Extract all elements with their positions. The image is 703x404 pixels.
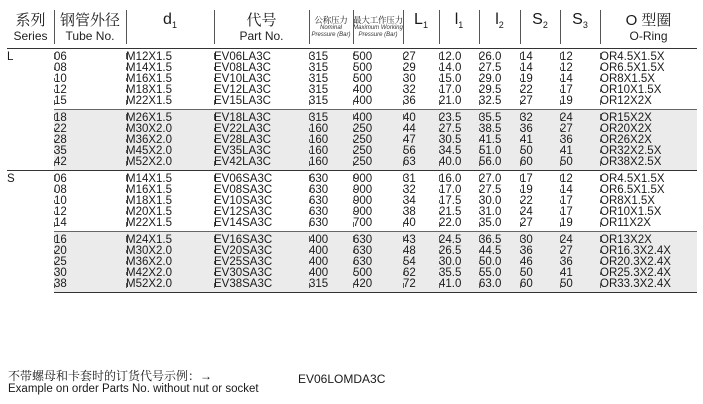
cell-S3: 12 (560, 171, 600, 186)
cell-S3: 36 (560, 257, 600, 268)
cell-l2: 36.5 (479, 232, 520, 247)
cell-tube-size: 06 (54, 49, 126, 64)
cell-max-pressure: 900 (353, 196, 403, 207)
cell-L1: 32 (403, 85, 439, 96)
cell-max-pressure: 500 (353, 63, 403, 74)
cell-part-no: EV28LA3C (214, 135, 309, 146)
header-l2: $l_2$ (479, 6, 520, 49)
cell-o-ring: OR12X2X (600, 96, 697, 110)
cell-L1: 72 (403, 279, 439, 293)
cell-l2: 35.5 (479, 110, 520, 125)
cell-thread-d1: M30X2.0 (126, 124, 214, 135)
cell-max-pressure: 400 (353, 96, 403, 110)
cell-l2: 41.5 (479, 135, 520, 146)
cell-S3: 17 (560, 196, 600, 207)
cell-o-ring: OR4.5X1.5X (600, 171, 697, 186)
cell-l1: 17.5 (439, 196, 479, 207)
table-row (7, 85, 697, 96)
cell-part-no: EV18LA3C (214, 110, 309, 125)
cell-S2: 30 (520, 232, 560, 247)
cell-thread-d1: M36X2.0 (126, 257, 214, 268)
cell-l1: 23.5 (439, 110, 479, 125)
cell-l2: 30.0 (479, 196, 520, 207)
cell-S2: 46 (520, 257, 560, 268)
cell-l1: 16.0 (439, 171, 479, 186)
header-series: 系列 Series (7, 6, 54, 49)
cell-L1: 40 (403, 110, 439, 125)
cell-S3: 17 (560, 207, 600, 218)
cell-part-no: EV30SA3C (214, 268, 309, 279)
cell-l2: 29.5 (479, 85, 520, 96)
cell-o-ring: OR25.3X2.4X (600, 268, 697, 279)
cell-thread-d1: M45X2.0 (126, 146, 214, 157)
cell-l1: 22.0 (439, 218, 479, 232)
header-oring: O 型圈 O-Ring (600, 6, 697, 49)
cell-l1: 12.0 (439, 49, 479, 64)
cell-S3: 12 (560, 63, 600, 74)
cell-L1: 63 (403, 157, 439, 171)
cell-L1: 47 (403, 135, 439, 146)
cell-l1: 27.5 (439, 124, 479, 135)
cell-o-ring: OR13X2X (600, 232, 697, 247)
cell-l1: 17.0 (439, 85, 479, 96)
table-row (7, 49, 697, 64)
cell-S2: 50 (520, 146, 560, 157)
cell-l1: 14.0 (439, 63, 479, 74)
cell-l1: 17.0 (439, 185, 479, 196)
cell-tube-size: 25 (54, 257, 126, 268)
header-S3: $S_3$ (560, 6, 600, 49)
table-row (7, 279, 697, 293)
table-row (7, 171, 697, 186)
cell-l1: 15.0 (439, 74, 479, 85)
cell-l1: 21.0 (439, 96, 479, 110)
cell-o-ring: OR6.5X1.5X (600, 63, 697, 74)
cell-max-pressure: 630 (353, 232, 403, 247)
cell-l2: 27.5 (479, 185, 520, 196)
cell-nominal-pressure: 400 (309, 246, 353, 257)
series-label: S (7, 171, 54, 293)
cell-thread-d1: M52X2.0 (126, 279, 214, 293)
header-row (7, 6, 697, 49)
cell-max-pressure: 900 (353, 171, 403, 186)
table-row (7, 74, 697, 85)
cell-part-no: EV08LA3C (214, 63, 309, 74)
cell-thread-d1: M36X2.0 (126, 135, 214, 146)
cell-o-ring: OR8X1.5X (600, 74, 697, 85)
cell-max-pressure: 900 (353, 185, 403, 196)
cell-max-pressure: 250 (353, 124, 403, 135)
cell-thread-d1: M16X1.5 (126, 185, 214, 196)
cell-tube-size: 38 (54, 279, 126, 293)
cell-thread-d1: M22X1.5 (126, 218, 214, 232)
cell-max-pressure: 700 (353, 218, 403, 232)
cell-S3: 27 (560, 124, 600, 135)
cell-part-no: EV12SA3C (214, 207, 309, 218)
cell-S2: 32 (520, 110, 560, 125)
cell-tube-size: 22 (54, 124, 126, 135)
cell-S2: 14 (520, 49, 560, 64)
cell-S3: 24 (560, 232, 600, 247)
cell-tube-size: 28 (54, 135, 126, 146)
cell-thread-d1: M30X2.0 (126, 246, 214, 257)
cell-S3: 50 (560, 157, 600, 171)
cell-part-no: EV35LA3C (214, 146, 309, 157)
cell-l1: 35.5 (439, 268, 479, 279)
header-d1: $d_1$ (126, 6, 214, 49)
header-code: 代号 Part No. (214, 6, 309, 49)
cell-L1: 27 (403, 49, 439, 64)
cell-nominal-pressure: 630 (309, 185, 353, 196)
cell-tube-size: 08 (54, 185, 126, 196)
cell-L1: 43 (403, 232, 439, 247)
cell-max-pressure: 400 (353, 110, 403, 125)
cell-o-ring: OR38X2.5X (600, 157, 697, 171)
cell-tube-size: 30 (54, 268, 126, 279)
cell-tube-size: 16 (54, 232, 126, 247)
cell-part-no: EV15LA3C (214, 96, 309, 110)
cell-nominal-pressure: 630 (309, 171, 353, 186)
cell-tube-size: 14 (54, 218, 126, 232)
header-L1: $L_1$ (403, 6, 439, 49)
cell-nominal-pressure: 315 (309, 85, 353, 96)
cell-o-ring: OR6.5X1.5X (600, 185, 697, 196)
cell-S2: 19 (520, 185, 560, 196)
cell-thread-d1: M20X1.5 (126, 207, 214, 218)
table-row (7, 268, 697, 279)
cell-o-ring: OR20.3X2.4X (600, 257, 697, 268)
table-row (7, 96, 697, 110)
cell-l2: 29.0 (479, 74, 520, 85)
cell-tube-size: 12 (54, 207, 126, 218)
cell-tube-size: 10 (54, 74, 126, 85)
cell-S2: 41 (520, 135, 560, 146)
cell-S2: 27 (520, 218, 560, 232)
table-row (7, 246, 697, 257)
table-row (7, 196, 697, 207)
cell-S3: 17 (560, 85, 600, 96)
cell-S3: 19 (560, 218, 600, 232)
cell-L1: 30 (403, 74, 439, 85)
cell-max-pressure: 500 (353, 74, 403, 85)
cell-l2: 56.0 (479, 157, 520, 171)
cell-max-pressure: 500 (353, 268, 403, 279)
cell-max-pressure: 250 (353, 146, 403, 157)
cell-L1: 40 (403, 218, 439, 232)
cell-tube-size: 10 (54, 196, 126, 207)
cell-l2: 31.0 (479, 207, 520, 218)
cell-part-no: EV12LA3C (214, 85, 309, 96)
cell-S2: 36 (520, 246, 560, 257)
cell-nominal-pressure: 160 (309, 157, 353, 171)
cell-part-no: EV06LA3C (214, 49, 309, 64)
cell-l2: 26.0 (479, 49, 520, 64)
table-row (7, 232, 697, 247)
cell-max-pressure: 900 (353, 207, 403, 218)
cell-nominal-pressure: 160 (309, 135, 353, 146)
cell-nominal-pressure: 630 (309, 207, 353, 218)
cell-o-ring: OR20X2X (600, 124, 697, 135)
cell-tube-size: 20 (54, 246, 126, 257)
cell-tube-size: 12 (54, 85, 126, 96)
cell-l2: 51.0 (479, 146, 520, 157)
cell-l1: 30.5 (439, 135, 479, 146)
cell-o-ring: OR16.3X2.4X (600, 246, 697, 257)
cell-S3: 19 (560, 96, 600, 110)
cell-thread-d1: M18X1.5 (126, 85, 214, 96)
cell-max-pressure: 250 (353, 157, 403, 171)
cell-thread-d1: M42X2.0 (126, 268, 214, 279)
cell-S2: 22 (520, 85, 560, 96)
header-nominal-pressure: 公称压力 Nominal Pressure (Bar) (309, 6, 353, 49)
cell-o-ring: OR26X2X (600, 135, 697, 146)
cell-S2: 14 (520, 63, 560, 74)
cell-o-ring: OR10X1.5X (600, 85, 697, 96)
cell-S3: 41 (560, 146, 600, 157)
cell-l1: 40.0 (439, 157, 479, 171)
cell-thread-d1: M18X1.5 (126, 196, 214, 207)
cell-nominal-pressure: 315 (309, 110, 353, 125)
cell-part-no: EV08SA3C (214, 185, 309, 196)
cell-o-ring: OR32X2.5X (600, 146, 697, 157)
cell-nominal-pressure: 160 (309, 146, 353, 157)
cell-nominal-pressure: 315 (309, 74, 353, 85)
cell-tube-size: 42 (54, 157, 126, 171)
header-tube: 钢管外径 Tube No. (54, 6, 126, 49)
cell-S3: 14 (560, 185, 600, 196)
cell-tube-size: 06 (54, 171, 126, 186)
table-row (7, 124, 697, 135)
table-row (7, 185, 697, 196)
cell-l1: 26.5 (439, 246, 479, 257)
cell-S2: 19 (520, 74, 560, 85)
table-row (7, 63, 697, 74)
cell-S2: 50 (520, 268, 560, 279)
cell-nominal-pressure: 400 (309, 268, 353, 279)
cell-L1: 34 (403, 196, 439, 207)
cell-nominal-pressure: 315 (309, 63, 353, 74)
cell-max-pressure: 400 (353, 85, 403, 96)
cell-o-ring: OR4.5X1.5X (600, 49, 697, 64)
cell-L1: 62 (403, 268, 439, 279)
cell-max-pressure: 630 (353, 246, 403, 257)
cell-S2: 17 (520, 171, 560, 186)
cell-L1: 44 (403, 124, 439, 135)
cell-L1: 48 (403, 246, 439, 257)
cell-S2: 36 (520, 124, 560, 135)
cell-S2: 22 (520, 196, 560, 207)
cell-l1: 41.0 (439, 279, 479, 293)
cell-max-pressure: 500 (353, 49, 403, 64)
cell-nominal-pressure: 400 (309, 257, 353, 268)
cell-tube-size: 08 (54, 63, 126, 74)
cell-l1: 21.5 (439, 207, 479, 218)
cell-L1: 32 (403, 185, 439, 196)
cell-o-ring: OR11X2X (600, 218, 697, 232)
table-row (7, 157, 697, 171)
cell-L1: 54 (403, 257, 439, 268)
cell-nominal-pressure: 160 (309, 124, 353, 135)
header-S2: $S_2$ (520, 6, 560, 49)
table-row (7, 135, 697, 146)
cell-max-pressure: 250 (353, 135, 403, 146)
cell-l2: 63.0 (479, 279, 520, 293)
spec-table (7, 6, 697, 293)
cell-thread-d1: M52X2.0 (126, 157, 214, 171)
cell-l1: 34.5 (439, 146, 479, 157)
table-row (7, 110, 697, 125)
cell-max-pressure: 420 (353, 279, 403, 293)
cell-o-ring: OR10X1.5X (600, 207, 697, 218)
cell-L1: 56 (403, 146, 439, 157)
table-row (7, 146, 697, 157)
order-example-note-zh: 不带螺母和卡套时的订货代号示例：→ (8, 369, 213, 383)
cell-l2: 50.0 (479, 257, 520, 268)
table-row (7, 218, 697, 232)
cell-nominal-pressure: 315 (309, 49, 353, 64)
cell-L1: 38 (403, 207, 439, 218)
cell-part-no: EV25SA3C (214, 257, 309, 268)
cell-thread-d1: M14X1.5 (126, 171, 214, 186)
cell-part-no: EV20SA3C (214, 246, 309, 257)
table-row (7, 257, 697, 268)
cell-l1: 30.0 (439, 257, 479, 268)
cell-S3: 36 (560, 135, 600, 146)
cell-l2: 32.5 (479, 96, 520, 110)
cell-nominal-pressure: 315 (309, 279, 353, 293)
order-example-note-en: Example on order Parts No. without nut or socket (8, 383, 259, 395)
cell-part-no: EV22LA3C (214, 124, 309, 135)
cell-l1: 24.5 (439, 232, 479, 247)
cell-nominal-pressure: 630 (309, 218, 353, 232)
cell-S2: 60 (520, 279, 560, 293)
table-row (7, 207, 697, 218)
cell-part-no: EV14SA3C (214, 218, 309, 232)
cell-S3: 27 (560, 246, 600, 257)
cell-o-ring: OR8X1.5X (600, 196, 697, 207)
cell-nominal-pressure: 315 (309, 96, 353, 110)
spec-table-body (7, 49, 697, 293)
cell-l2: 44.5 (479, 246, 520, 257)
cell-thread-d1: M22X1.5 (126, 96, 214, 110)
header-l1: $l_1$ (439, 6, 479, 49)
cell-L1: 29 (403, 63, 439, 74)
cell-S2: 27 (520, 96, 560, 110)
cell-thread-d1: M16X1.5 (126, 74, 214, 85)
cell-S3: 24 (560, 110, 600, 125)
cell-S3: 12 (560, 49, 600, 64)
order-example-code: EV06LOMDA3C (298, 372, 386, 386)
cell-l2: 55.0 (479, 268, 520, 279)
cell-l2: 27.0 (479, 171, 520, 186)
cell-part-no: EV16SA3C (214, 232, 309, 247)
cell-tube-size: 18 (54, 110, 126, 125)
cell-part-no: EV10LA3C (214, 74, 309, 85)
cell-thread-d1: M26X1.5 (126, 110, 214, 125)
cell-S2: 60 (520, 157, 560, 171)
cell-S3: 14 (560, 74, 600, 85)
cell-L1: 31 (403, 171, 439, 186)
cell-part-no: EV06SA3C (214, 171, 309, 186)
cell-tube-size: 35 (54, 146, 126, 157)
cell-part-no: EV42LA3C (214, 157, 309, 171)
cell-l2: 35.0 (479, 218, 520, 232)
cell-tube-size: 15 (54, 96, 126, 110)
cell-L1: 36 (403, 96, 439, 110)
cell-S3: 41 (560, 268, 600, 279)
series-label: L (7, 51, 14, 63)
cell-o-ring: OR33.3X2.4X (600, 279, 697, 293)
header-max-pressure: 最大工作压力 Maximum Working Pressure (Bar) (353, 6, 403, 49)
cell-thread-d1: M14X1.5 (126, 63, 214, 74)
cell-S3: 50 (560, 279, 600, 293)
cell-nominal-pressure: 630 (309, 196, 353, 207)
cell-l2: 38.5 (479, 124, 520, 135)
cell-nominal-pressure: 400 (309, 232, 353, 247)
cell-part-no: EV38SA3C (214, 279, 309, 293)
cell-thread-d1: M12X1.5 (126, 49, 214, 64)
cell-o-ring: OR15X2X (600, 110, 697, 125)
cell-l2: 27.5 (479, 63, 520, 74)
order-example-note (8, 370, 259, 396)
cell-S2: 24 (520, 207, 560, 218)
cell-thread-d1: M24X1.5 (126, 232, 214, 247)
cell-part-no: EV10SA3C (214, 196, 309, 207)
cell-max-pressure: 630 (353, 257, 403, 268)
